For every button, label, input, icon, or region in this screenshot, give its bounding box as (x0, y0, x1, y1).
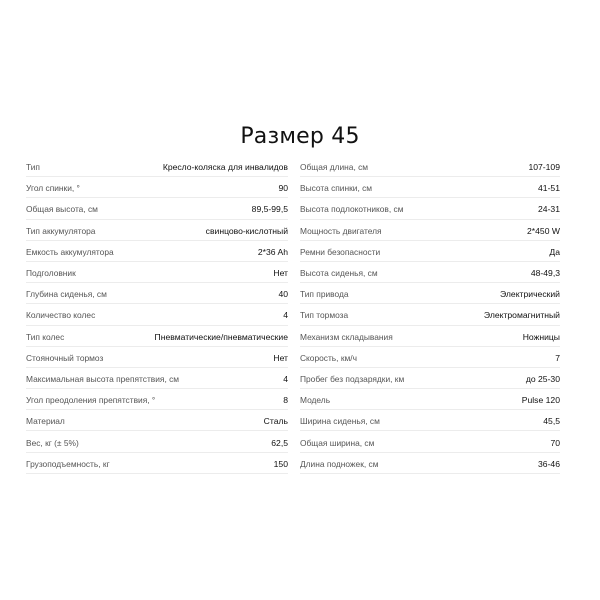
spec-row (26, 283, 288, 304)
spec-value: Pulse 120 (521, 395, 560, 406)
spec-label: Грузоподъемность, кг (26, 458, 110, 469)
spec-label: Общая длина, см (300, 162, 369, 173)
spec-label: Материал (26, 416, 65, 427)
spec-label: Скорость, км/ч (300, 352, 357, 363)
spec-label: Механизм складывания (300, 331, 393, 342)
spec-value: 90 (278, 183, 288, 194)
spec-row (300, 220, 560, 241)
spec-row (26, 156, 288, 177)
spec-row (26, 389, 288, 410)
spec-row (26, 368, 288, 389)
spec-label: Пробег без подзарядки, км (300, 373, 405, 384)
spec-row (300, 304, 560, 325)
spec-label: Количество колес (26, 310, 96, 321)
spec-label: Подголовник (26, 268, 76, 279)
spec-value: Ножницы (522, 331, 560, 342)
spec-label: Тип колес (26, 331, 65, 342)
spec-value: 107-109 (528, 162, 560, 173)
spec-value: 62,5 (271, 437, 288, 448)
spec-label: Тип привода (300, 289, 349, 300)
spec-label: Угол преодоления препятствия, ° (26, 395, 156, 406)
spec-label: Максимальная высота препятствия, см (26, 373, 180, 384)
spec-value: Электрический (500, 289, 560, 300)
spec-value: 4 (283, 310, 288, 321)
spec-value: 45,5 (543, 416, 560, 427)
spec-value: до 25-30 (525, 373, 560, 384)
spec-value: 150 (273, 458, 288, 469)
spec-row (26, 304, 288, 325)
spec-label: Угол спинки, ° (26, 183, 80, 194)
spec-value: 48-49,3 (530, 268, 560, 279)
spec-row (300, 283, 560, 304)
spec-value: 89,5-99,5 (251, 204, 288, 215)
spec-value: Сталь (263, 416, 288, 427)
spec-value: Пневматические/пневматические (154, 331, 288, 342)
spec-row (26, 241, 288, 262)
spec-label: Общая высота, см (26, 204, 98, 215)
spec-value: 36-46 (538, 458, 560, 469)
spec-value: 24-31 (538, 204, 560, 215)
spec-row (300, 431, 560, 452)
spec-value: 8 (283, 395, 288, 406)
spec-label: Стояночный тормоз (26, 352, 104, 363)
spec-value: Да (549, 246, 560, 257)
spec-label: Ремни безопасности (300, 246, 381, 257)
spec-row (300, 326, 560, 347)
spec-label: Ширина сиденья, см (300, 416, 380, 427)
spec-value: 7 (555, 352, 560, 363)
spec-value: 2*36 Ah (257, 246, 288, 257)
spec-label: Тип тормоза (300, 310, 349, 321)
spec-label: Высота сиденья, см (300, 268, 378, 279)
spec-row (26, 220, 288, 241)
spec-label: Тип (26, 162, 40, 173)
spec-row (26, 410, 288, 431)
spec-row (26, 326, 288, 347)
spec-value: Нет (273, 352, 288, 363)
spec-value: Электромагнитный (483, 310, 560, 321)
spec-table-right (300, 156, 560, 474)
spec-label: Длина подножек, см (300, 458, 379, 469)
spec-value: свинцово-кислотный (205, 225, 288, 236)
spec-label: Глубина сиденья, см (26, 289, 107, 300)
spec-label: Емкость аккумулятора (26, 246, 114, 257)
spec-label: Общая ширина, см (300, 437, 375, 448)
spec-value: 70 (550, 437, 560, 448)
spec-label: Тип аккумулятора (26, 225, 96, 236)
spec-row (300, 156, 560, 177)
spec-table-left (26, 156, 288, 474)
spec-value: 2*450 W (527, 225, 560, 236)
spec-row (300, 368, 560, 389)
spec-row (300, 198, 560, 219)
spec-row (300, 177, 560, 198)
spec-value: Нет (273, 268, 288, 279)
page-title: Размер 45 (240, 124, 360, 149)
spec-row (26, 177, 288, 198)
spec-row (26, 453, 288, 474)
spec-label: Вес, кг (± 5%) (26, 437, 79, 448)
spec-label: Модель (300, 395, 331, 406)
spec-label: Мощность двигателя (300, 225, 382, 236)
spec-row (300, 389, 560, 410)
spec-row (26, 431, 288, 452)
spec-row (26, 262, 288, 283)
spec-row (26, 347, 288, 368)
spec-label: Высота подлокотников, см (300, 204, 404, 215)
spec-row (300, 453, 560, 474)
spec-row (26, 198, 288, 219)
spec-row (300, 347, 560, 368)
spec-value: 40 (278, 289, 288, 300)
spec-row (300, 262, 560, 283)
spec-value: 41-51 (538, 183, 560, 194)
spec-row (300, 410, 560, 431)
spec-row (300, 241, 560, 262)
spec-value: 4 (283, 373, 288, 384)
spec-value: Кресло-коляска для инвалидов (162, 162, 288, 173)
spec-label: Высота спинки, см (300, 183, 373, 194)
